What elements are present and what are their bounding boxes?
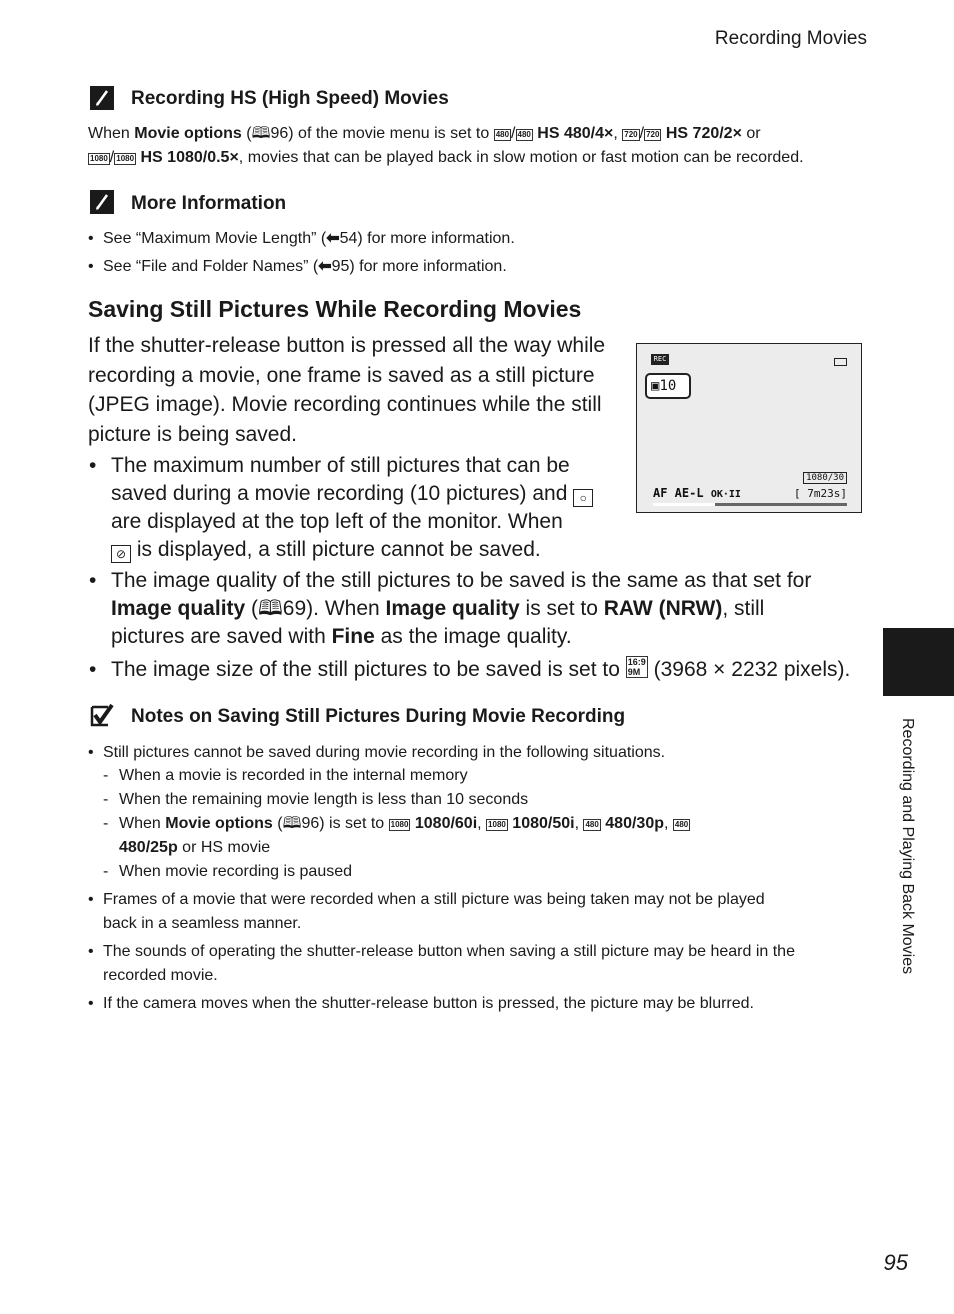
list-item: - When movie recording is paused <box>103 863 353 880</box>
list-item: • The sounds of operating the shutter-release button when saving a still picture may be heard in the recorded movie. <box>88 943 795 984</box>
movie-mode-icon: 1080 <box>116 154 135 163</box>
list-item: - When Movie options (🕮96) is set to 1080 1080/60i, 1080 1080/50i, 480 480/30p, 480 480/25p or HS movie <box>103 815 689 856</box>
list-item: • Frames of a movie that were recorded when a still picture was being taken may not be played back in a seamless manner. <box>88 891 765 932</box>
list-item: • The image quality of the still pictures to be saved is the same as that set for Image quality (🕮69). When Image quality is set to RAW (NRW), still pictures are saved with Fine as the image quality. <box>89 569 812 648</box>
checkmark-caution-icon <box>90 703 114 727</box>
reference-icon: ⬅ <box>326 230 340 247</box>
running-head: Recording Movies <box>714 28 867 49</box>
note-title-hs-movies: Recording HS (High Speed) Movies <box>131 88 449 109</box>
list-item: - When the remaining movie length is less than 10 seconds <box>103 791 529 808</box>
list-item: - When a movie is recorded in the internal memory <box>103 767 468 784</box>
movie-mode-icon: 1080 <box>90 154 108 163</box>
movie-mode-icon: 1080 <box>488 820 506 829</box>
movie-mode-icon: 720 <box>624 130 638 139</box>
camera-icon: ○ <box>573 489 593 507</box>
camera-prohibited-icon: ⊘ <box>111 545 131 563</box>
list-item: • The image size of the still pictures to be saved is set to 16:9 9M (3968 × 2232 pixels). <box>89 657 851 681</box>
battery-icon <box>834 358 847 366</box>
book-icon: 🕮 <box>282 815 302 832</box>
movie-mode-icon: 480 <box>517 130 531 139</box>
remaining-time: [ 7m23s] <box>794 487 847 500</box>
note-title-notes-saving: Notes on Saving Still Pictures During Movie Recording <box>131 706 626 727</box>
movie-mode-icon: 480 <box>674 820 689 829</box>
movie-mode-icon: 1080/30 <box>803 472 847 484</box>
movie-mode-icon: 480 <box>495 130 510 139</box>
pencil-note-icon <box>90 86 114 110</box>
note-body-hs-line1: When Movie options (🕮96) of the movie menu is set to 480 / 480 HS 480/4×, 720 / 720 HS 720/2× or <box>88 125 761 142</box>
chapter-tab <box>883 628 954 696</box>
camera-icon: ▣ <box>651 378 660 394</box>
image-size-icon: 16:9 9M <box>627 657 646 677</box>
page-number: 95 <box>883 1250 908 1275</box>
list-item: • If the camera moves when the shutter-release button is pressed, the picture may be blurred. <box>88 995 754 1012</box>
still-counter: ▣10 <box>645 373 691 399</box>
note-body-hs-line2: 1080 / 1080 HS 1080/0.5×, movies that can be played back in slow motion or fast motion can be recorded. <box>90 149 804 166</box>
rec-icon: REC <box>651 354 669 365</box>
movie-mode-icon: 720 <box>646 130 660 139</box>
reference-icon: ⬅ <box>318 258 332 275</box>
list-item: • See “Maximum Movie Length” (⬅54) for more information. <box>88 230 515 247</box>
section-paragraph: If the shutter-release button is pressed all the way while recording a movie, one frame is saved as a still picture (JPEG image). Movie recording continues while the still picture is being saved. <box>88 334 606 446</box>
note-title-more-info: More Information <box>131 193 287 214</box>
list-item: • The maximum number of still pictures that can be saved during a movie recording (10 pictures) and ○ are displayed at the top left of the monitor. When ⊘ is displayed, a still picture cannot be saved. <box>111 452 616 564</box>
movie-mode-icon: 480 <box>585 820 599 829</box>
list-item: • Still pictures cannot be saved during movie recording in the following situations. <box>88 744 666 761</box>
pencil-note-icon <box>90 190 114 214</box>
section-heading: Saving Still Pictures While Recording Movies <box>88 296 582 322</box>
af-ae-lock-indicator: AF AE-L OK·II <box>653 486 741 500</box>
movie-mode-icon: 1080 <box>390 820 409 829</box>
book-icon: 🕮 <box>251 125 271 142</box>
recording-progress-bar <box>653 503 847 506</box>
camera-monitor-illustration <box>636 343 862 513</box>
list-item: • See “File and Folder Names” (⬅95) for more information. <box>88 258 507 275</box>
book-icon: 🕮 <box>258 597 283 620</box>
chapter-sidebar-label: Recording and Playing Back Movies <box>899 718 916 975</box>
